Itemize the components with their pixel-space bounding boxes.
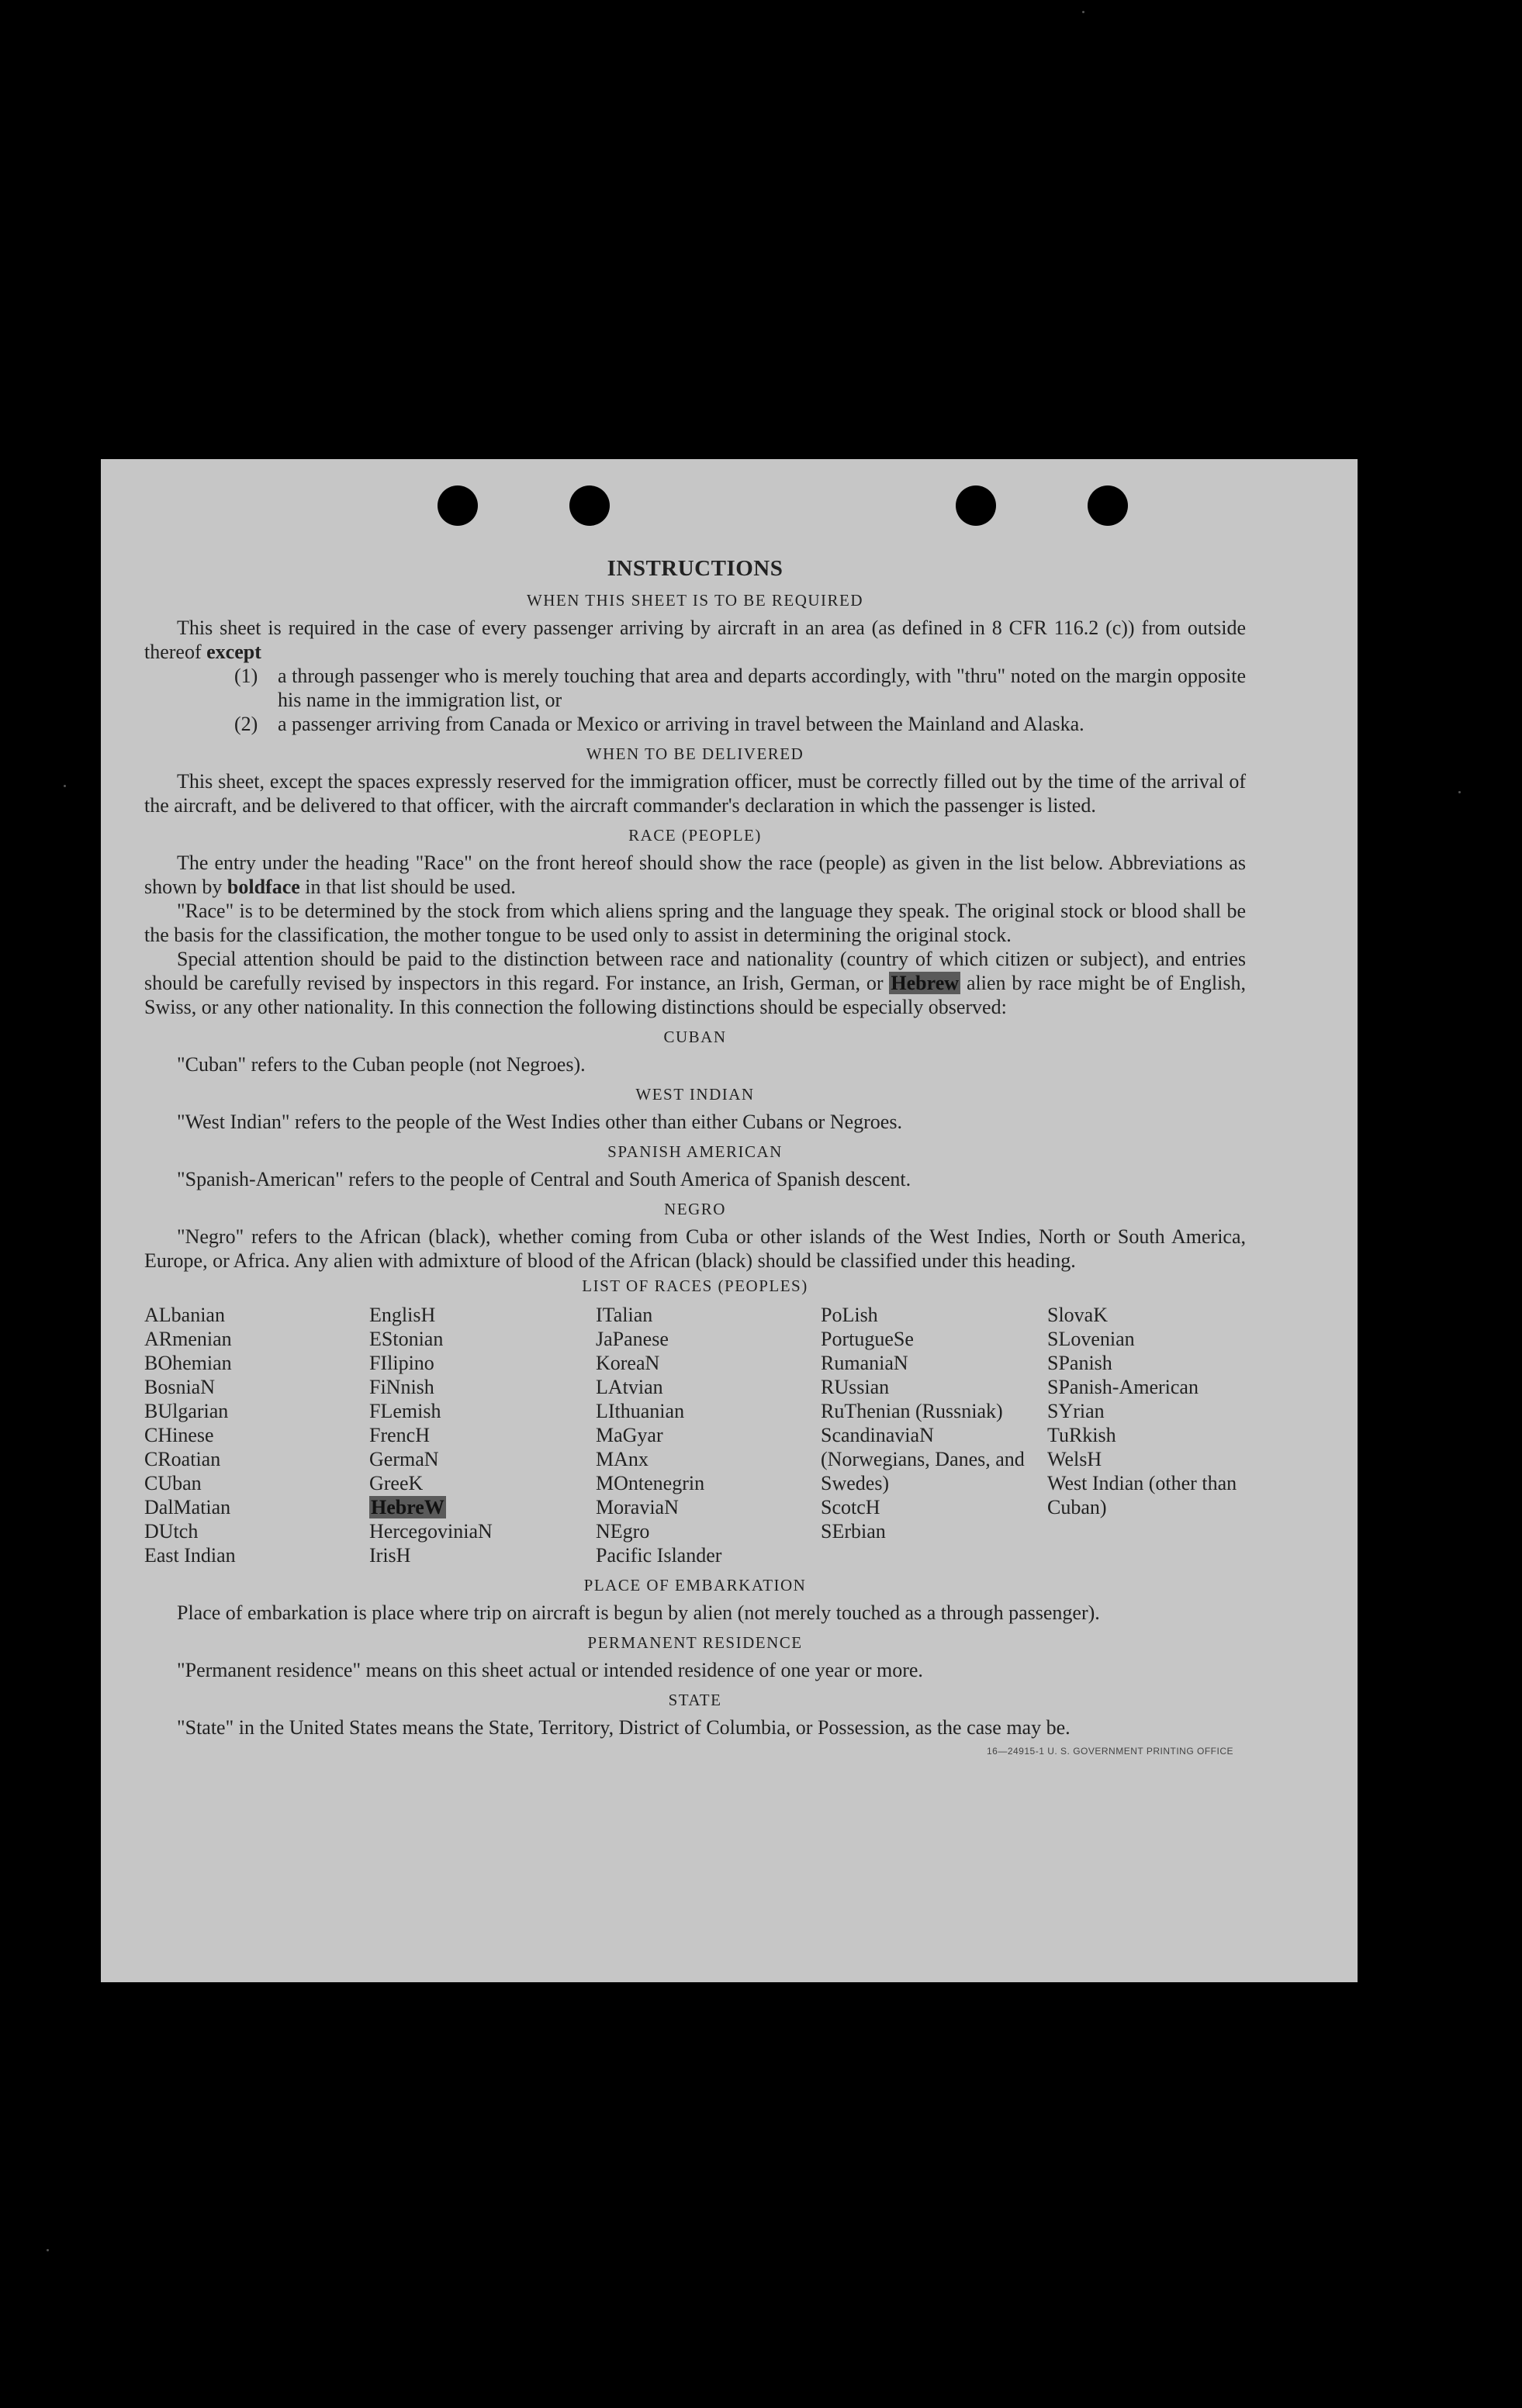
race-entry: SYrian xyxy=(1047,1400,1105,1422)
delivery-paragraph: This sheet, except the spaces expressly reserved for the immigration officer, must be correctly filled out by the time of the arrival of the aircraft, and be delivered to that officer, with the aircraft commander's declaration in which the passenger is listed. xyxy=(144,770,1246,817)
race-column xyxy=(144,1303,369,1567)
film-speck xyxy=(47,2249,49,2251)
race-column xyxy=(1047,1303,1246,1567)
race-entry: CHinese xyxy=(144,1424,214,1446)
section-heading: PERMANENT RESIDENCE xyxy=(587,1633,803,1652)
race-entry: SLovenian xyxy=(1047,1328,1135,1350)
definition-text: "West Indian" refers to the people of the West Indies other than either Cubans or Negroes. xyxy=(177,1111,902,1133)
punch-hole xyxy=(438,485,478,526)
race-entry: SPanish xyxy=(1047,1352,1112,1374)
race-entry: IrisH xyxy=(369,1544,411,1567)
race-entry: FLemish xyxy=(369,1400,441,1422)
race-entry: RumaniaN xyxy=(821,1352,908,1374)
film-speck xyxy=(1082,11,1084,13)
exception-item xyxy=(234,712,1246,736)
race-column xyxy=(369,1303,596,1567)
section-heading: NEGRO xyxy=(664,1200,726,1218)
race-entry: ARmenian xyxy=(144,1328,232,1350)
race-entry: NEgro xyxy=(596,1520,650,1543)
race-entry: LIthuanian xyxy=(596,1400,685,1422)
highlighted-race: HebreW xyxy=(371,1496,444,1518)
race-entry: JaPanese xyxy=(596,1328,669,1350)
section-heading: RACE (PEOPLE) xyxy=(628,826,762,845)
punch-hole xyxy=(956,485,996,526)
race-entry: RuThenian (Russniak) xyxy=(821,1400,1003,1422)
printing-office-imprint: 16—24915-1 U. S. GOVERNMENT PRINTING OFFICE xyxy=(986,1746,1233,1757)
race-entry: SPanish-American xyxy=(1047,1376,1199,1398)
race-entry: WelsH xyxy=(1047,1448,1102,1470)
race-text: Special attention should be paid to the distinction between race and nationality (country of which citizen or subject), and entries should be carefully revised by inspectors in this regard. For instance, an Irish, German, or xyxy=(144,948,1246,994)
page-title: INSTRUCTIONS xyxy=(607,556,783,581)
race-entry: MAnx xyxy=(596,1448,649,1470)
item-text: a through passenger who is merely touching that area and departs accordingly, with "thru" noted on the margin opposite his name in the immigration list, or xyxy=(278,665,1246,711)
race-entry: LAtvian xyxy=(596,1376,663,1398)
item-text: a passenger arriving from Canada or Mexico or arriving in travel between the Mainland and Alaska. xyxy=(278,713,1084,735)
film-speck xyxy=(1458,791,1461,793)
state-text: "State" in the United States means the State, Territory, District of Columbia, or Possession, as the case may be. xyxy=(177,1716,1071,1739)
race-entry: Pacific Islander xyxy=(596,1544,722,1567)
footer xyxy=(144,1739,1246,1764)
race-entry: East Indian xyxy=(144,1544,236,1567)
except-keyword: except xyxy=(206,641,261,663)
race-entry: West Indian (other than Cuban) xyxy=(1047,1472,1237,1518)
definition-text: "Negro" refers to the African (black), whether coming from Cuba or other islands of the West Indies, North or South America, Europe, or Africa. Any alien with admixture of blood of the African (black) should be classified under this heading. xyxy=(144,1225,1246,1272)
race-entry: GermaN xyxy=(369,1448,439,1470)
race-entry xyxy=(369,1495,596,1519)
definition-text: "Spanish-American" refers to the people of Central and South America of Spanish descent. xyxy=(177,1168,911,1190)
race-entry: CUban xyxy=(144,1472,202,1494)
race-entry: TuRkish xyxy=(1047,1424,1116,1446)
race-text: The entry under the heading "Race" on the front hereof should show the race (people) as given in the list below. Abbreviations as shown by xyxy=(144,852,1246,898)
race-entry: ALbanian xyxy=(144,1304,225,1326)
race-entry: RUssian xyxy=(821,1376,890,1398)
race-entry: CRoatian xyxy=(144,1448,221,1470)
boldface-keyword: boldface xyxy=(227,876,300,898)
section-heading: PLACE OF EMBARKATION xyxy=(583,1576,807,1594)
race-entry: BOhemian xyxy=(144,1352,232,1374)
race-entry: ITalian xyxy=(596,1304,653,1326)
section-heading: SPANISH AMERICAN xyxy=(607,1142,783,1161)
requirement-text: This sheet is required in the case of every passenger arriving by aircraft in an area (as defined in 8 CFR 116.2 (c)) from outside thereof xyxy=(144,617,1246,663)
section-heading: CUBAN xyxy=(663,1028,727,1046)
race-entry: SlovaK xyxy=(1047,1304,1108,1326)
race-entry: PoLish xyxy=(821,1304,878,1326)
highlighted-word: Hebrew xyxy=(891,972,960,994)
instruction-sheet xyxy=(101,459,1358,1982)
section-heading: LIST OF RACES (PEOPLES) xyxy=(582,1277,808,1295)
section-heading: WEST INDIAN xyxy=(635,1085,755,1104)
section-heading: STATE xyxy=(668,1691,722,1709)
race-paragraph xyxy=(144,851,1246,899)
race-column xyxy=(821,1303,1047,1567)
race-entry: FrencH xyxy=(369,1424,430,1446)
race-entry: DalMatian xyxy=(144,1496,231,1518)
embarkation-text: Place of embarkation is place where trip on aircraft is begun by alien (not merely touched as a through passenger). xyxy=(177,1601,1100,1624)
race-entry: ScotcH xyxy=(821,1496,880,1518)
race-entry: FIlipino xyxy=(369,1352,434,1374)
race-entry: KoreaN xyxy=(596,1352,660,1374)
section-heading: WHEN THIS SHEET IS TO BE REQUIRED xyxy=(526,591,864,610)
requirement-paragraph xyxy=(144,616,1246,664)
definition-text: "Cuban" refers to the Cuban people (not Negroes). xyxy=(177,1053,586,1076)
race-entry: GreeK xyxy=(369,1472,424,1494)
instructions-body xyxy=(144,557,1246,1764)
race-list xyxy=(144,1303,1246,1567)
race-entry: BosniaN xyxy=(144,1376,215,1398)
race-entry: MOntenegrin xyxy=(596,1472,705,1494)
race-entry: EnglisH xyxy=(369,1304,436,1326)
punch-hole xyxy=(569,485,610,526)
race-paragraph: "Race" is to be determined by the stock from which aliens spring and the language they speak. The original stock or blood shall be the basis for the classification, the mother tongue to be used only to assist in determining the original stock. xyxy=(144,900,1246,946)
race-entry: MaGyar xyxy=(596,1424,663,1446)
race-text: in that list should be used. xyxy=(305,876,516,898)
punch-hole xyxy=(1088,485,1128,526)
race-paragraph xyxy=(144,947,1246,1019)
race-entry: PortugueSe xyxy=(821,1328,914,1350)
residence-text: "Permanent residence" means on this sheet actual or intended residence of one year or more. xyxy=(177,1659,923,1681)
film-speck xyxy=(64,785,66,787)
race-entry: ScandinaviaN (Norwegians, Danes, and Swedes) xyxy=(821,1424,1025,1494)
race-text: alien by race might be of English, Swiss, or any other nationality. In this connection the following distinctions should be especially observed: xyxy=(144,972,1246,1018)
exception-item xyxy=(234,664,1246,712)
item-number: (2) xyxy=(234,713,258,735)
section-heading: WHEN TO BE DELIVERED xyxy=(586,745,804,763)
race-entry: SErbian xyxy=(821,1520,886,1543)
race-entry: DUtch xyxy=(144,1520,199,1543)
race-entry: MoraviaN xyxy=(596,1496,679,1518)
item-number: (1) xyxy=(234,665,258,687)
race-entry: FiNnish xyxy=(369,1376,434,1398)
race-entry: EStonian xyxy=(369,1328,444,1350)
race-column xyxy=(596,1303,821,1567)
race-entry: BUlgarian xyxy=(144,1400,229,1422)
race-entry: HercegoviniaN xyxy=(369,1520,493,1543)
